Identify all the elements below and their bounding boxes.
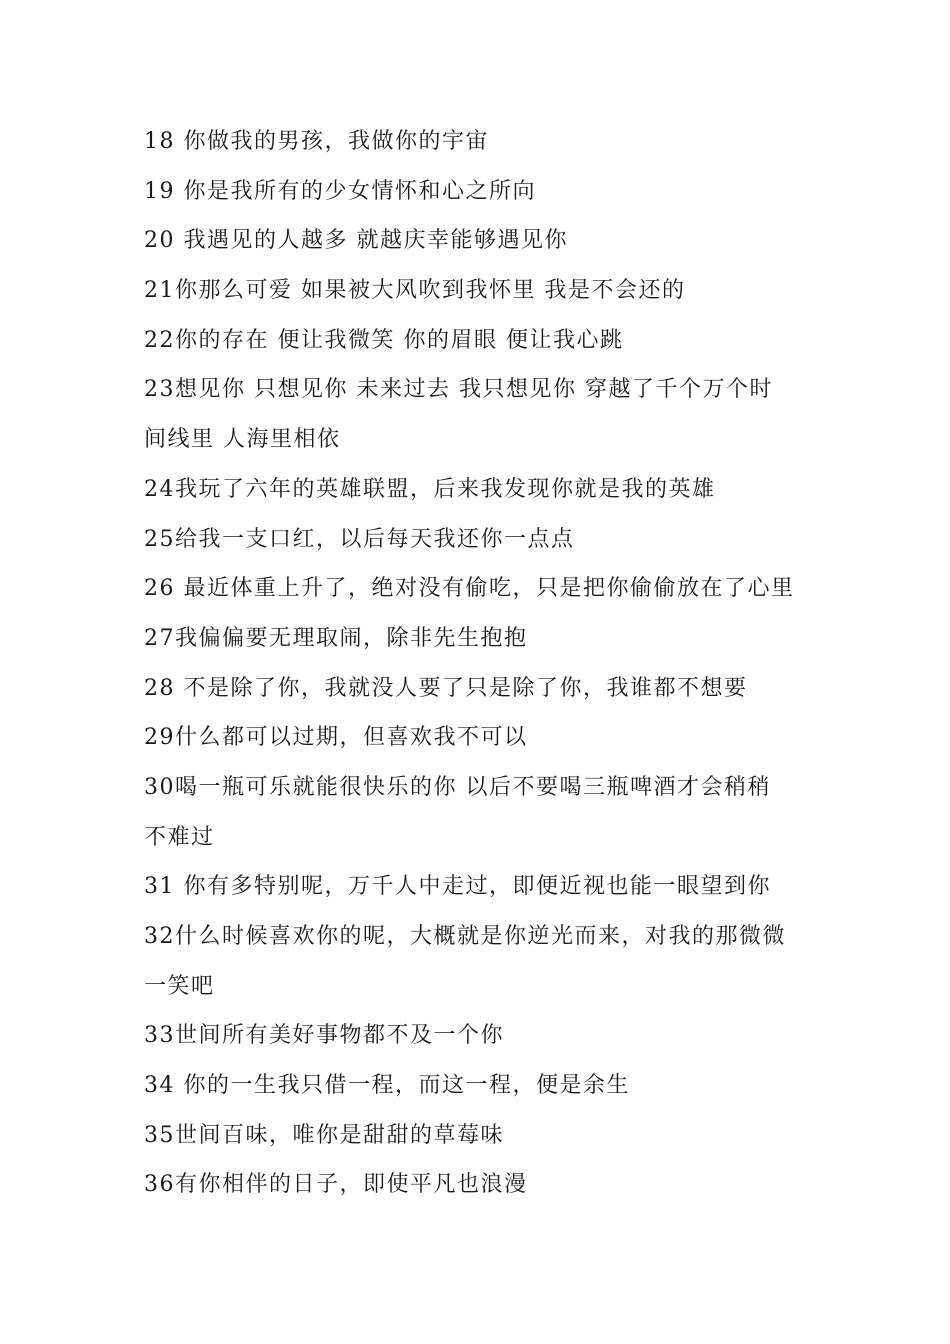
- text-line: 不难过: [144, 824, 215, 850]
- text-line: 25给我一支口红，以后每天我还你一点点: [144, 526, 575, 552]
- text-line: 一笑吧: [144, 973, 215, 999]
- text-line: 32什么时候喜欢你的呢，大概就是你逆光而来，对我的那微微: [144, 924, 786, 949]
- text-line: 31 你有多特别呢，万千人中走过，即便近视也能一眼望到你: [144, 874, 771, 900]
- text-line: 22你的存在 便让我微笑 你的眉眼 便让我心跳: [144, 327, 624, 353]
- text-line: 26 最近体重上升了，绝对没有偷吃，只是把你偷偷放在了心里: [144, 576, 795, 602]
- text-line: 间线里 人海里相依: [144, 427, 341, 453]
- text-line: 18 你做我的男孩，我做你的宇宙: [144, 129, 489, 154]
- text-line: 33世间所有美好事物都不及一个你: [144, 1023, 504, 1049]
- text-line: 29什么都可以过期，但喜欢我不可以: [144, 725, 528, 751]
- text-line: 34 你的一生我只借一程，而这一程，便是余生: [144, 1073, 630, 1099]
- document-body: [144, 117, 816, 1210]
- text-line: 30喝一瓶可乐就能很快乐的你 以后不要喝三瓶啤酒才会稍稍: [144, 774, 771, 800]
- text-line: 36有你相伴的日子，即使平凡也浪漫: [144, 1172, 528, 1198]
- text-line: 19 你是我所有的少女情怀和心之所向: [144, 178, 536, 204]
- text-line: 24我玩了六年的英雄联盟，后来我发现你就是我的英雄: [144, 476, 716, 502]
- text-line: 27我偏偏要无理取闹，除非先生抱抱: [144, 625, 528, 651]
- text-line: 28 不是除了你，我就没人要了只是除了你，我谁都不想要: [144, 675, 748, 701]
- text-line: 20 我遇见的人越多 就越庆幸能够遇见你: [144, 228, 568, 254]
- text-line: 23想见你 只想见你 未来过去 我只想见你 穿越了千个万个时: [144, 377, 773, 403]
- text-line: 21你那么可爱 如果被大风吹到我怀里 我是不会还的: [144, 278, 686, 304]
- text-line: 35世间百味，唯你是甜甜的草莓味: [144, 1122, 504, 1148]
